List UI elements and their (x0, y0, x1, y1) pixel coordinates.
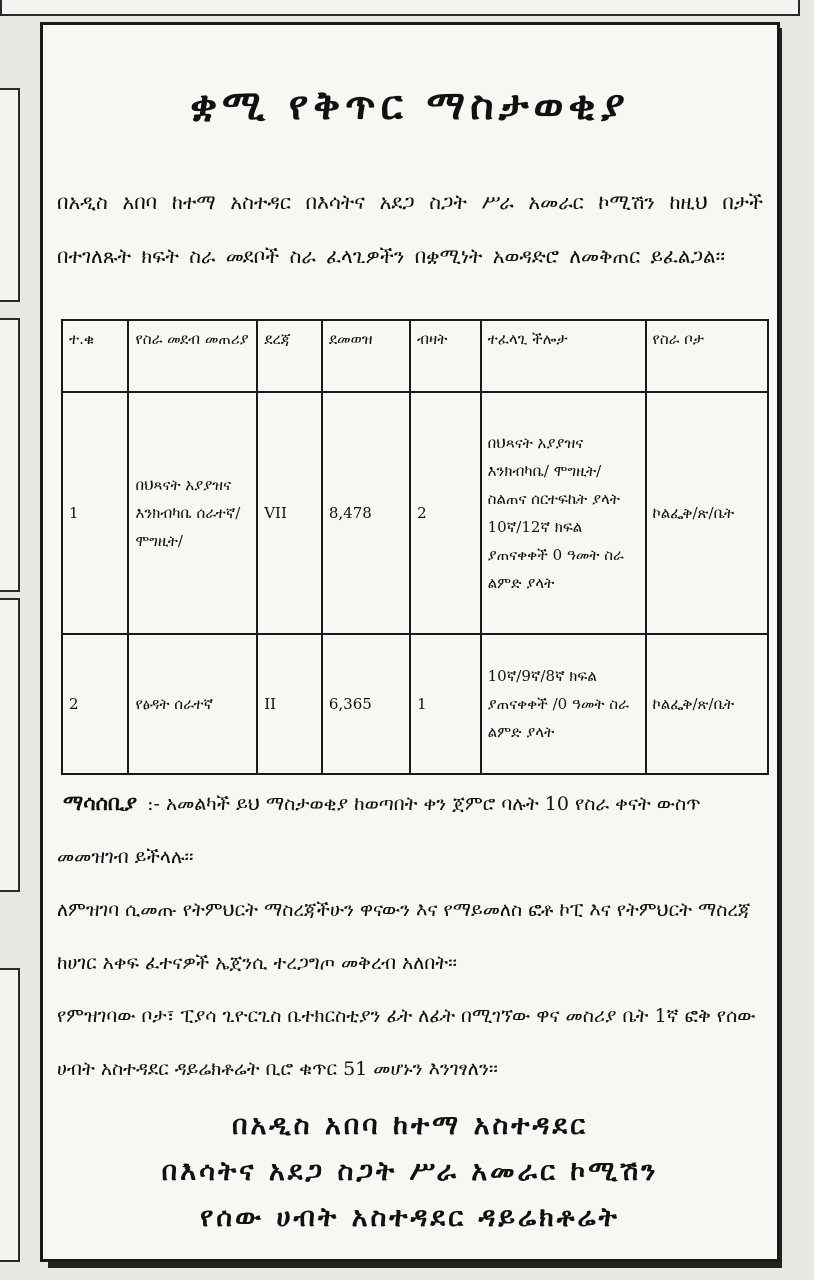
table-header-row (62, 320, 768, 392)
issuer-line: የሰው ሀብት አስተዳደር ዳይሬክቶሬት (200, 1202, 620, 1233)
header-number: ተ.ቁ (62, 320, 128, 392)
cell-number: 1 (62, 392, 128, 634)
cell-grade: II (257, 634, 322, 774)
header-salary: ደመወዝ (322, 320, 410, 392)
cell-salary: 6,365 (322, 634, 410, 774)
adjacent-column-edge (0, 318, 20, 592)
header-requirement: ተፈላጊ ችሎታ (481, 320, 646, 392)
cell-position: የፅዳት ሰራተኛ (128, 634, 257, 774)
vacancy-table (61, 319, 769, 775)
issuer-line: በአዲስ አበባ ከተማ አስተዳደር (231, 1110, 589, 1141)
notice-intro: በአዲስ አበባ ከተማ አስተዳር በእሳትና አደጋ ስጋት ሥራ አመራር ኮሚሽን ከዚህ በታች በተገለጹት ክፍት ስራ መደቦች ስራ ፈላጊዎችን በቋሚነት አወዳድሮ ለመቅጠር ይፈልጋል፡፡ (57, 190, 763, 268)
notice-title: ቋሚ የቅጥር ማስታወቂያ (190, 83, 630, 129)
header-quantity: ብዛት (410, 320, 481, 392)
cell-location: ኮልፌቅ/ጽ/ቤት (646, 392, 769, 634)
cell-requirement: 10ኛ/9ኛ/8ኛ ክፍል ያጠናቀቀች /0 ዓመት ስራ ልምድ ያላት (481, 634, 646, 774)
cell-grade: VII (257, 392, 322, 634)
header-grade: ደረጃ (257, 320, 322, 392)
issuer-line: በእሳትና አደጋ ስጋት ሥራ አመራር ኮሚሽን (161, 1156, 659, 1187)
note-line: ለምዝገባ ሲመጡ የትምህርት ማስረጃችሁን ዋናውን እና የማይመለስ ፎቶ ኮፒ እና የትምህርት ማስረጃ ከሀገር አቀፍ ፈተናዎች ኤጀንሲ ተረጋግጦ መቅረብ አለበት፡፡ (57, 899, 751, 974)
note-line: የምዝገባው ቦታ፣ ፒያሳ ጊዮርጊስ ቤተክርስቲያን ፊት ለፊት በሚገኘው ዋና መስሪያ ቤት 1ኛ ፎቅ የሰው ሀብት አስተዳደር ዳይሬክቶሬት ቢሮ ቁጥር 51 መሆኑን እንገፃለን፡፡ (57, 1005, 756, 1080)
notes-section (57, 777, 763, 1096)
header-position: የስራ መደብ መጠሪያ (128, 320, 257, 392)
cell-position: በህጻናት አያያዝና እንክብካቤ ሰራተኛ/ሞግዚት/ (128, 392, 257, 634)
adjacent-page-edge (0, 0, 800, 16)
header-location: የስራ ቦታ (646, 320, 769, 392)
table-row (62, 634, 768, 774)
adjacent-column-edge (0, 598, 20, 892)
cell-salary: 8,478 (322, 392, 410, 634)
cell-number: 2 (62, 634, 128, 774)
job-notice (40, 22, 780, 1262)
issuer-signature (43, 1103, 777, 1241)
cell-requirement: በህጻናት አያያዝና እንክብካቤ/ ሞግዚት/ ስልጠና ሰርተፍኬት ያላት 10ኛ/12ኛ ክፍል ያጠናቀቀች 0 ዓመት ስራ ልምድ ያላት (481, 392, 646, 634)
cell-location: ኮልፌቅ/ጽ/ቤት (646, 634, 769, 774)
note-label: ማሳሰቢያ (63, 791, 138, 815)
note-line (57, 777, 763, 884)
cell-quantity: 2 (410, 392, 481, 634)
adjacent-column-edge (0, 88, 20, 302)
cell-quantity: 1 (410, 634, 481, 774)
table-row (62, 392, 768, 634)
note-text: :- አመልካች ይህ ማስታወቂያ ከወጣበት ቀን ጀምሮ ባሉት 10 የስራ ቀናት ውስጥ መመዝገብ ይችላሉ፡፡ (57, 793, 701, 868)
adjacent-column-edge (0, 968, 20, 1262)
